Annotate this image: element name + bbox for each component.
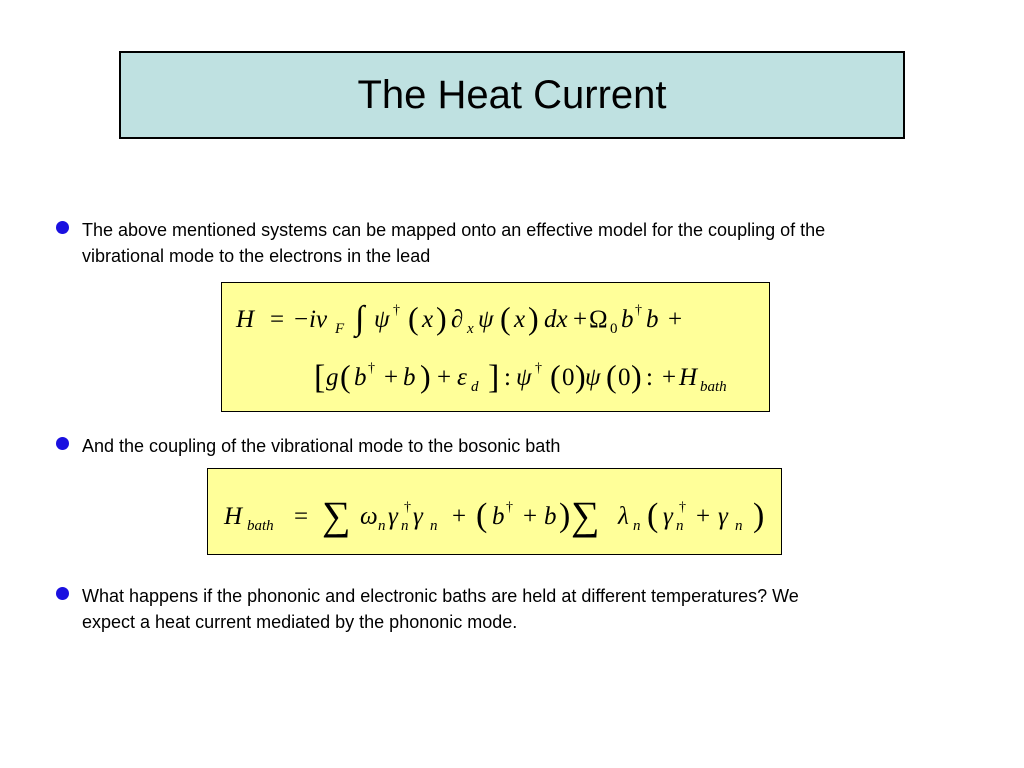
hamiltonian-equation — [222, 283, 771, 413]
bullet-item-3 — [56, 583, 856, 635]
bullet-text-3: What happens if the phononic and electronic baths are held at different temperatures? We expect a heat current mediated by the phononic mode. — [82, 586, 799, 632]
bullet-dot-icon — [56, 587, 69, 600]
svg-text:[ g ( b: [ g ( b † + b ) + ε d ] : ψ † ( 0 ) ψ ( 0 ) : + H bath — [314, 358, 727, 396]
bullet-text-1: The above mentioned systems can be mapped onto an effective model for the coupling of the vibrational mode to the electrons in the lead — [82, 220, 826, 266]
bullet-dot-icon — [56, 221, 69, 234]
bullet-text-2: And the coupling of the vibrational mode to the bosonic bath — [82, 436, 561, 456]
svg-text:H = − iv: H = − iv F ∫ ψ † ( x ) ∂ x ψ ( x ) dx + Ω 0 b † b + — [236, 300, 683, 337]
bath-equation-box — [207, 468, 782, 555]
bullet-item-2 — [56, 433, 856, 459]
svg-text:H bath = ∑: H bath = ∑ ω n γ † n γ n + ( b † + b ) ∑ λ n ( γ † n + γ n ) — [224, 493, 765, 538]
slide-title: The Heat Current — [357, 72, 667, 117]
hamiltonian-equation-box — [221, 282, 770, 412]
bullet-item-1 — [56, 217, 856, 269]
title-box — [119, 51, 905, 139]
bath-equation — [208, 469, 783, 556]
bullet-dot-icon — [56, 437, 69, 450]
